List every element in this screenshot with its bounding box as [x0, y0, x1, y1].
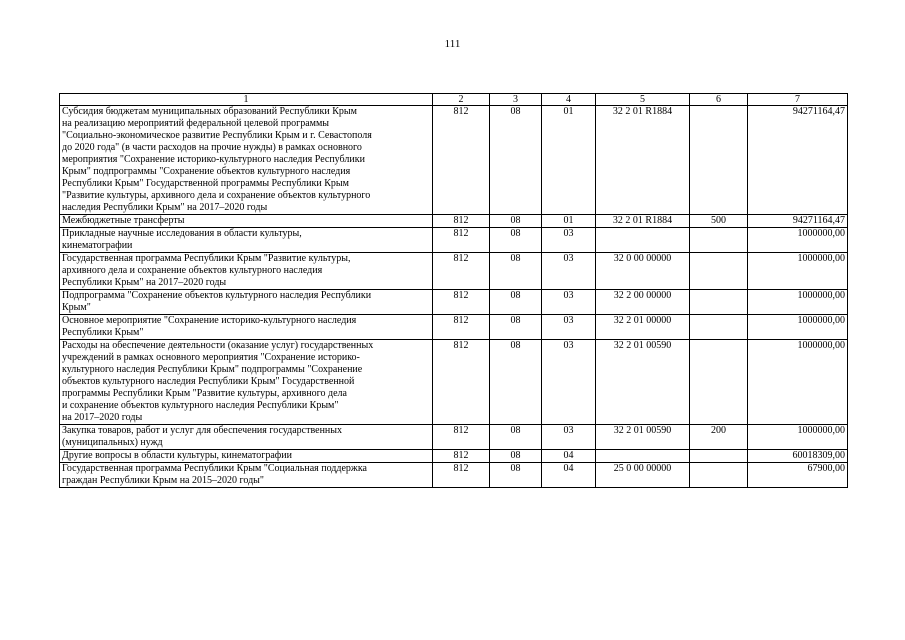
row-ministry-code: 812: [433, 463, 490, 488]
row-description: Закупка товаров, работ и услуг для обеспечения государственных (муниципальных) нужд: [60, 425, 433, 450]
row-expense-type: [690, 228, 748, 253]
row-amount: 94271164,47: [748, 215, 848, 228]
table-row: [60, 315, 848, 340]
row-section-code: 08: [490, 253, 542, 290]
budget-table: [59, 93, 848, 488]
page-number: 111: [444, 38, 461, 50]
row-amount: 1000000,00: [748, 228, 848, 253]
row-target-article: 32 0 00 00000: [596, 253, 690, 290]
row-ministry-code: 812: [433, 106, 490, 215]
row-ministry-code: 812: [433, 450, 490, 463]
row-ministry-code: 812: [433, 228, 490, 253]
row-amount: 1000000,00: [748, 290, 848, 315]
row-description: Прикладные научные исследования в области культуры, кинематографии: [60, 228, 433, 253]
row-subsection-code: 01: [542, 106, 596, 215]
row-description: Государственная программа Республики Крым "Развитие культуры, архивного дела и сохранение объектов культурного наследия Республики Крым" на 2017–2020 годы: [60, 253, 433, 290]
row-section-code: 08: [490, 425, 542, 450]
row-target-article: 32 2 00 00000: [596, 290, 690, 315]
row-subsection-code: 03: [542, 315, 596, 340]
row-description: Расходы на обеспечение деятельности (оказание услуг) государственных учреждений в рамках основного мероприятия "Сохранение историко- культурного наследия Республики Крым" подпрограммы "Сохранение объектов культурного наследия Республики Крым" Государственной программы Республики Крым "Развитие культуры, архивного дела и сохранение объектов культурного наследия Республики Крым" на 2017–2020 годы: [60, 340, 433, 425]
row-target-article: 32 2 01 00590: [596, 425, 690, 450]
row-target-article: 32 2 01 00000: [596, 315, 690, 340]
row-section-code: 08: [490, 290, 542, 315]
row-subsection-code: 03: [542, 253, 596, 290]
row-target-article: 32 2 01 R1884: [596, 215, 690, 228]
row-description: Межбюджетные трансферты: [60, 215, 433, 228]
row-amount: 94271164,47: [748, 106, 848, 215]
row-amount: 1000000,00: [748, 340, 848, 425]
table-row: [60, 340, 848, 425]
row-subsection-code: 03: [542, 228, 596, 253]
header-col-7: 7: [748, 94, 848, 106]
header-col-2: 2: [433, 94, 490, 106]
row-amount: 1000000,00: [748, 425, 848, 450]
row-expense-type: [690, 340, 748, 425]
header-col-1: 1: [60, 94, 433, 106]
row-section-code: 08: [490, 340, 542, 425]
row-ministry-code: 812: [433, 340, 490, 425]
row-section-code: 08: [490, 463, 542, 488]
table-row: [60, 228, 848, 253]
row-description: Подпрограмма "Сохранение объектов культурного наследия Республики Крым": [60, 290, 433, 315]
row-ministry-code: 812: [433, 253, 490, 290]
row-amount: 60018309,00: [748, 450, 848, 463]
row-expense-type: 200: [690, 425, 748, 450]
row-target-article: 32 2 01 R1884: [596, 106, 690, 215]
row-subsection-code: 01: [542, 215, 596, 228]
row-ministry-code: 812: [433, 315, 490, 340]
table-row: [60, 106, 848, 215]
row-description: Другие вопросы в области культуры, кинематографии: [60, 450, 433, 463]
row-expense-type: [690, 315, 748, 340]
row-section-code: 08: [490, 450, 542, 463]
row-target-article: [596, 450, 690, 463]
row-subsection-code: 03: [542, 425, 596, 450]
table-header-row: [60, 94, 848, 106]
table-row: [60, 425, 848, 450]
row-subsection-code: 03: [542, 290, 596, 315]
row-description: Государственная программа Республики Крым "Социальная поддержка граждан Республики Крым на 2015–2020 годы": [60, 463, 433, 488]
row-section-code: 08: [490, 106, 542, 215]
row-expense-type: 500: [690, 215, 748, 228]
row-target-article: 25 0 00 00000: [596, 463, 690, 488]
row-section-code: 08: [490, 215, 542, 228]
table-row: [60, 450, 848, 463]
row-ministry-code: 812: [433, 425, 490, 450]
header-col-6: 6: [690, 94, 748, 106]
row-amount: 1000000,00: [748, 253, 848, 290]
header-col-5: 5: [596, 94, 690, 106]
row-amount: 1000000,00: [748, 315, 848, 340]
table-body: [60, 106, 848, 488]
row-subsection-code: 04: [542, 463, 596, 488]
row-expense-type: [690, 106, 748, 215]
row-target-article: 32 2 01 00590: [596, 340, 690, 425]
row-expense-type: [690, 463, 748, 488]
row-section-code: 08: [490, 228, 542, 253]
table-row: [60, 463, 848, 488]
row-expense-type: [690, 450, 748, 463]
row-section-code: 08: [490, 315, 542, 340]
table-row: [60, 253, 848, 290]
row-expense-type: [690, 290, 748, 315]
row-expense-type: [690, 253, 748, 290]
row-description: Субсидия бюджетам муниципальных образований Республики Крым на реализацию мероприятий федеральной целевой программы "Социально-экономическое развитие Республики Крым и г. Севастополя до 2020 года" (в части расходов на прочие нужды) в рамках основного мероприятия "Сохранение историко-культурного наследия Республики Крым" подпрограммы "Сохранение объектов культурного наследия Республики Крым" Государственной программы Республики Крым "Развитие культуры, архивного дела и сохранение объектов культурного наследия Республики Крым" на 2017–2020 годы: [60, 106, 433, 215]
row-target-article: [596, 228, 690, 253]
header-col-3: 3: [490, 94, 542, 106]
row-ministry-code: 812: [433, 290, 490, 315]
row-amount: 67900,00: [748, 463, 848, 488]
row-description: Основное мероприятие "Сохранение историко-культурного наследия Республики Крым": [60, 315, 433, 340]
row-ministry-code: 812: [433, 215, 490, 228]
row-subsection-code: 04: [542, 450, 596, 463]
header-col-4: 4: [542, 94, 596, 106]
table-row: [60, 215, 848, 228]
row-subsection-code: 03: [542, 340, 596, 425]
table-row: [60, 290, 848, 315]
